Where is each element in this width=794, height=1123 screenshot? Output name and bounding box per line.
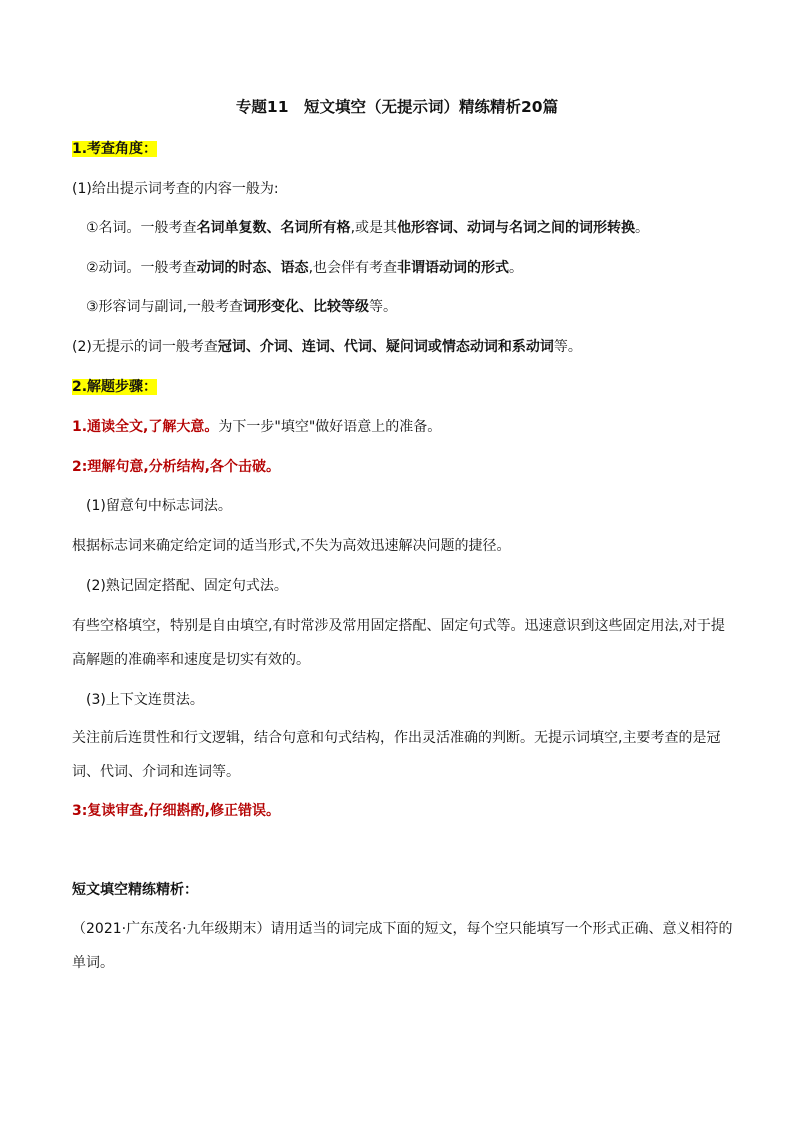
question-intro-line1: （2021·广东茂名·九年级期末）请用适当的词完成下面的短文，每个空只能填写一个形式正确、意义相符的 [72, 921, 733, 937]
question-intro-line2: 单词。 [72, 955, 114, 971]
step-2: 2:理解句意,分析结构,各个击破。 [72, 459, 280, 475]
paragraph-given-hint: (1)给出提示词考查的内容一般为: [72, 181, 279, 197]
paragraph-no-hint: (2)无提示的词一般考查冠词、介词、连词、代词、疑问词或情态动词和系动词等。 [72, 339, 582, 355]
page-title: 专题11 短文填空（无提示词）精练精析20篇 [235, 98, 559, 116]
section-heading-exam-angles [72, 139, 157, 159]
step-1: 1.通读全文,了解大意。为下一步"填空"做好语意上的准备。 [72, 419, 442, 435]
method-2-text-line2: 高解题的准确率和速度是切实有效的。 [72, 652, 310, 668]
item-noun: ①名词。一般考查名词单复数、名词所有格,或是其他形容词、动词与名词之间的词形转换。 [86, 220, 650, 236]
method-3-text-line1: 关注前后连贯性和行文逻辑，结合句意和句式结构，作出灵活准确的判断。无提示词填空,主要考查的是冠 [72, 730, 721, 746]
method-3: (3)上下文连贯法。 [86, 692, 204, 708]
method-1-text: 根据标志词来确定给定词的适当形式,不失为高效迅速解决问题的捷径。 [72, 538, 511, 554]
method-2: (2)熟记固定搭配、固定句式法。 [86, 578, 288, 594]
item-verb: ②动词。一般考查动词的时态、语态,也会伴有考查非谓语动词的形式。 [86, 260, 524, 276]
step-3: 3:复读审查,仔细斟酌,修正错误。 [72, 803, 280, 819]
section-heading-practice: 短文填空精练精析： [72, 882, 198, 898]
method-2-text-line1: 有些空格填空，特别是自由填空,有时常涉及常用固定搭配、固定句式等。迅速意识到这些固定用法,对于提 [72, 618, 725, 634]
item-adjective-adverb: ③形容词与副词,一般考查词形变化、比较等级等。 [86, 299, 398, 315]
highlighted-heading: 1.考查角度： [72, 141, 158, 157]
method-1: (1)留意句中标志词法。 [86, 498, 232, 514]
section-heading-steps [72, 377, 157, 397]
highlighted-heading: 2.解题步骤： [72, 379, 158, 395]
method-3-text-line2: 词、代词、介词和连词等。 [72, 764, 240, 780]
